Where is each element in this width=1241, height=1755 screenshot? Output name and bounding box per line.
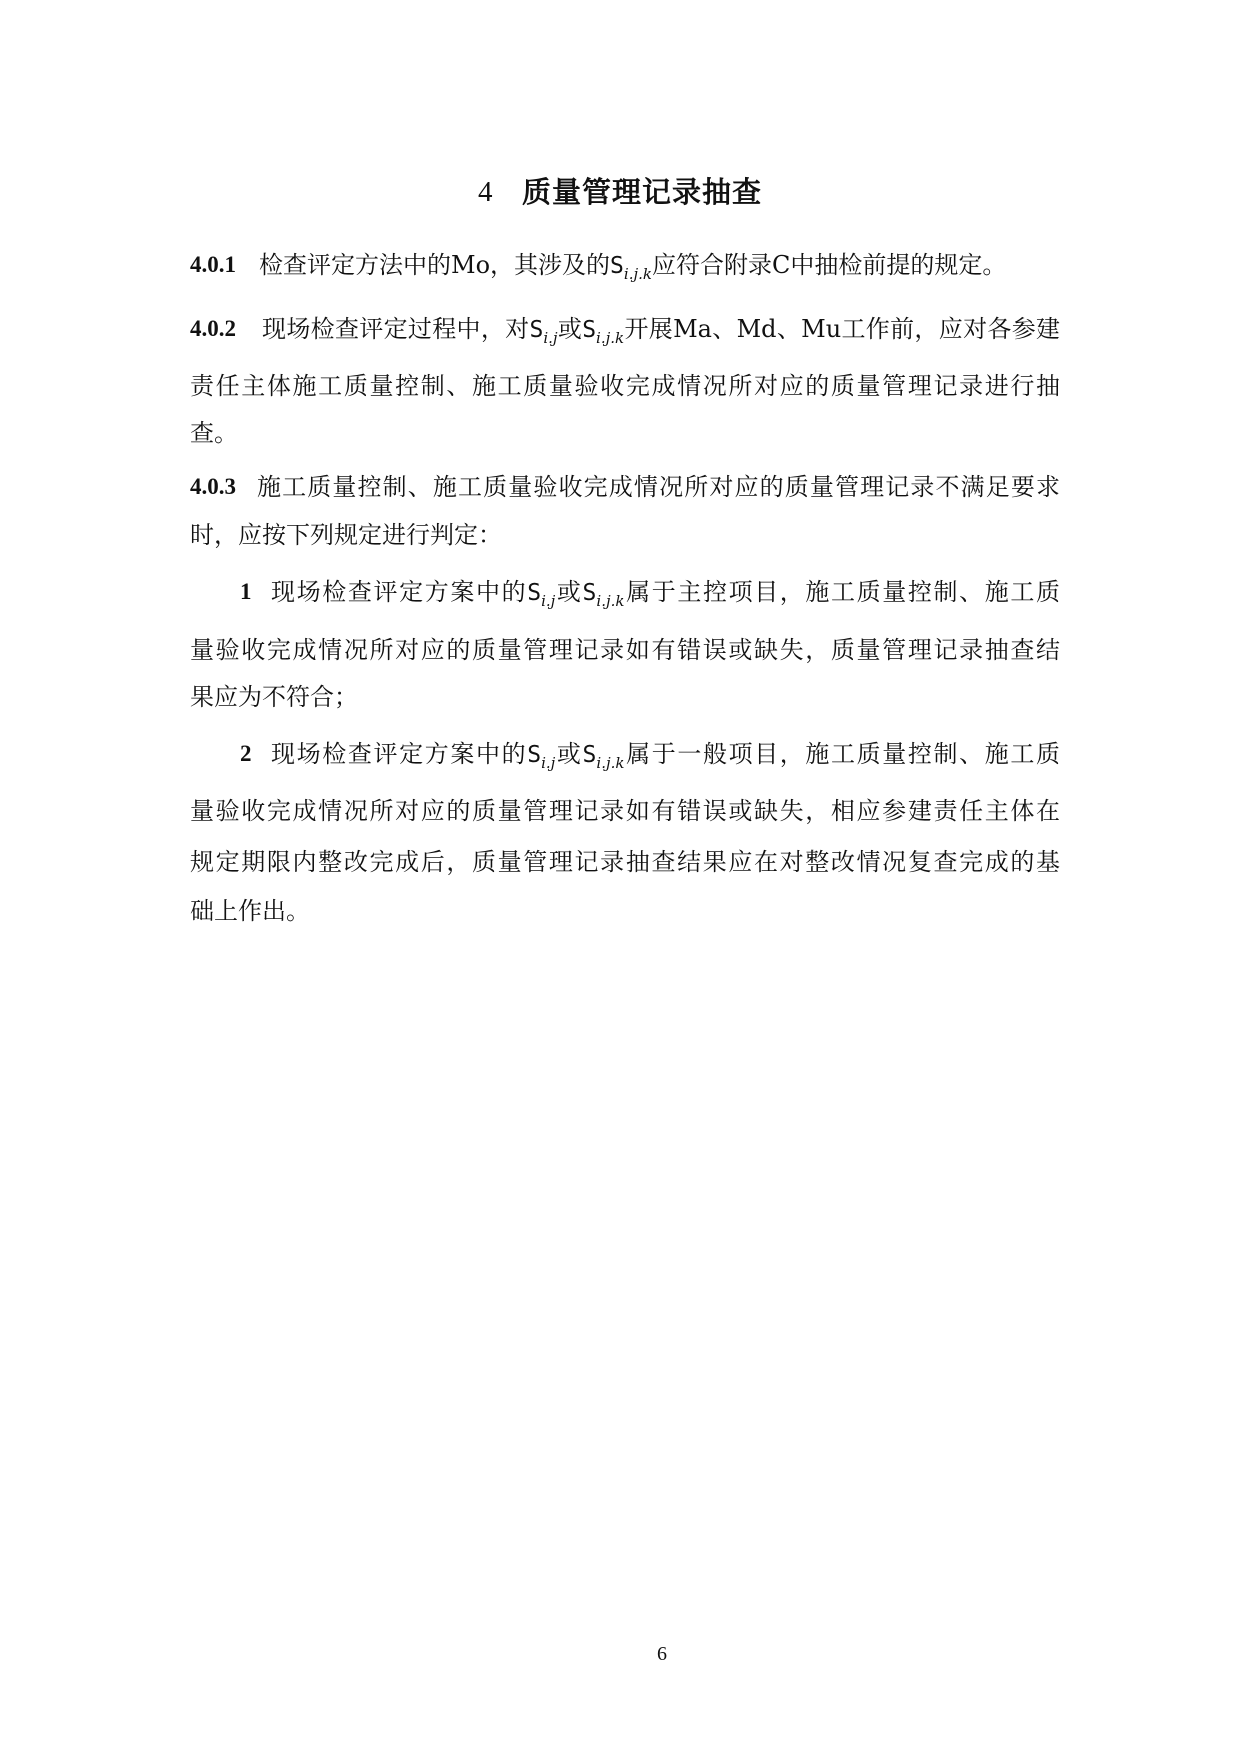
item-text-line: 规定期限内整改完成后，质量管理记录抽查结果应在对整改情况复查完成的基: [190, 848, 1060, 876]
item-text-line: [271, 574, 1060, 610]
symbol-s: S: [582, 317, 597, 343]
clause-number: 4.0.2: [190, 316, 236, 341]
symbol-s: S: [527, 742, 542, 768]
item-text-line: 量验收完成情况所对应的质量管理记录如有错误或缺失，相应参建责任主体在: [190, 797, 1060, 825]
subscript: i.j.k: [596, 592, 625, 610]
subscript: i.j.k: [596, 329, 625, 347]
subscript: i.j: [541, 754, 556, 772]
clause-number: 4.0.1: [190, 252, 236, 277]
text-segment: 或: [555, 740, 583, 768]
page-number: 6: [657, 1643, 667, 1665]
item-text-line: 果应为不符合；: [190, 683, 358, 711]
text-segment: 或: [557, 315, 583, 343]
text-segment: 现场检查评定方案中的: [271, 578, 528, 606]
item-number: 2: [240, 741, 252, 766]
symbol-s: S: [610, 253, 624, 279]
subscript: i.j: [543, 329, 558, 347]
clause-text-line: 施工质量控制、施工质量验收完成情况所对应的质量管理记录不满足要求: [257, 473, 1060, 501]
symbol-s: S: [529, 317, 544, 343]
text-segment: 或: [555, 578, 583, 606]
symbol-s: S: [582, 580, 597, 606]
subscript: i.j.k: [623, 265, 652, 283]
text-segment: 现场检查评定方案中的: [271, 740, 528, 768]
text-segment: 属于主控项目，施工质量控制、施工质: [624, 578, 1061, 606]
item-text-line: [271, 736, 1060, 772]
clause-text-line: 时，应按下列规定进行判定：: [190, 521, 502, 549]
chapter-title: 质量管理记录抽查: [522, 175, 763, 209]
item-text-line: 量验收完成情况所对应的质量管理记录如有错误或缺失，质量管理记录抽查结: [190, 636, 1060, 664]
clause-number: 4.0.3: [190, 474, 236, 499]
clause-text-line: 查。: [190, 419, 238, 447]
item-number: 1: [240, 579, 252, 604]
text-segment: 开展Ma、Md、Mu工作前，应对各参建: [624, 315, 1061, 343]
subscript: i.j: [541, 592, 556, 610]
text-segment: 现场检查评定过程中，对: [262, 315, 530, 343]
symbol-s: S: [582, 742, 597, 768]
text-segment: 属于一般项目，施工质量控制、施工质: [624, 740, 1061, 768]
clause-text-line: 责任主体施工质量控制、施工质量验收完成情况所对应的质量管理记录进行抽: [190, 372, 1060, 400]
text-segment: 检查评定方法中的Mo，其涉及的: [259, 251, 611, 279]
text-segment: 应符合附录C中抽检前提的规定。: [651, 251, 1007, 279]
clause-text-line: [262, 311, 1060, 347]
clause-text-line: [259, 247, 1060, 283]
symbol-s: S: [527, 580, 542, 606]
chapter-number: 4: [478, 176, 493, 208]
item-text-line: 础上作出。: [190, 897, 310, 925]
subscript: i.j.k: [596, 754, 625, 772]
